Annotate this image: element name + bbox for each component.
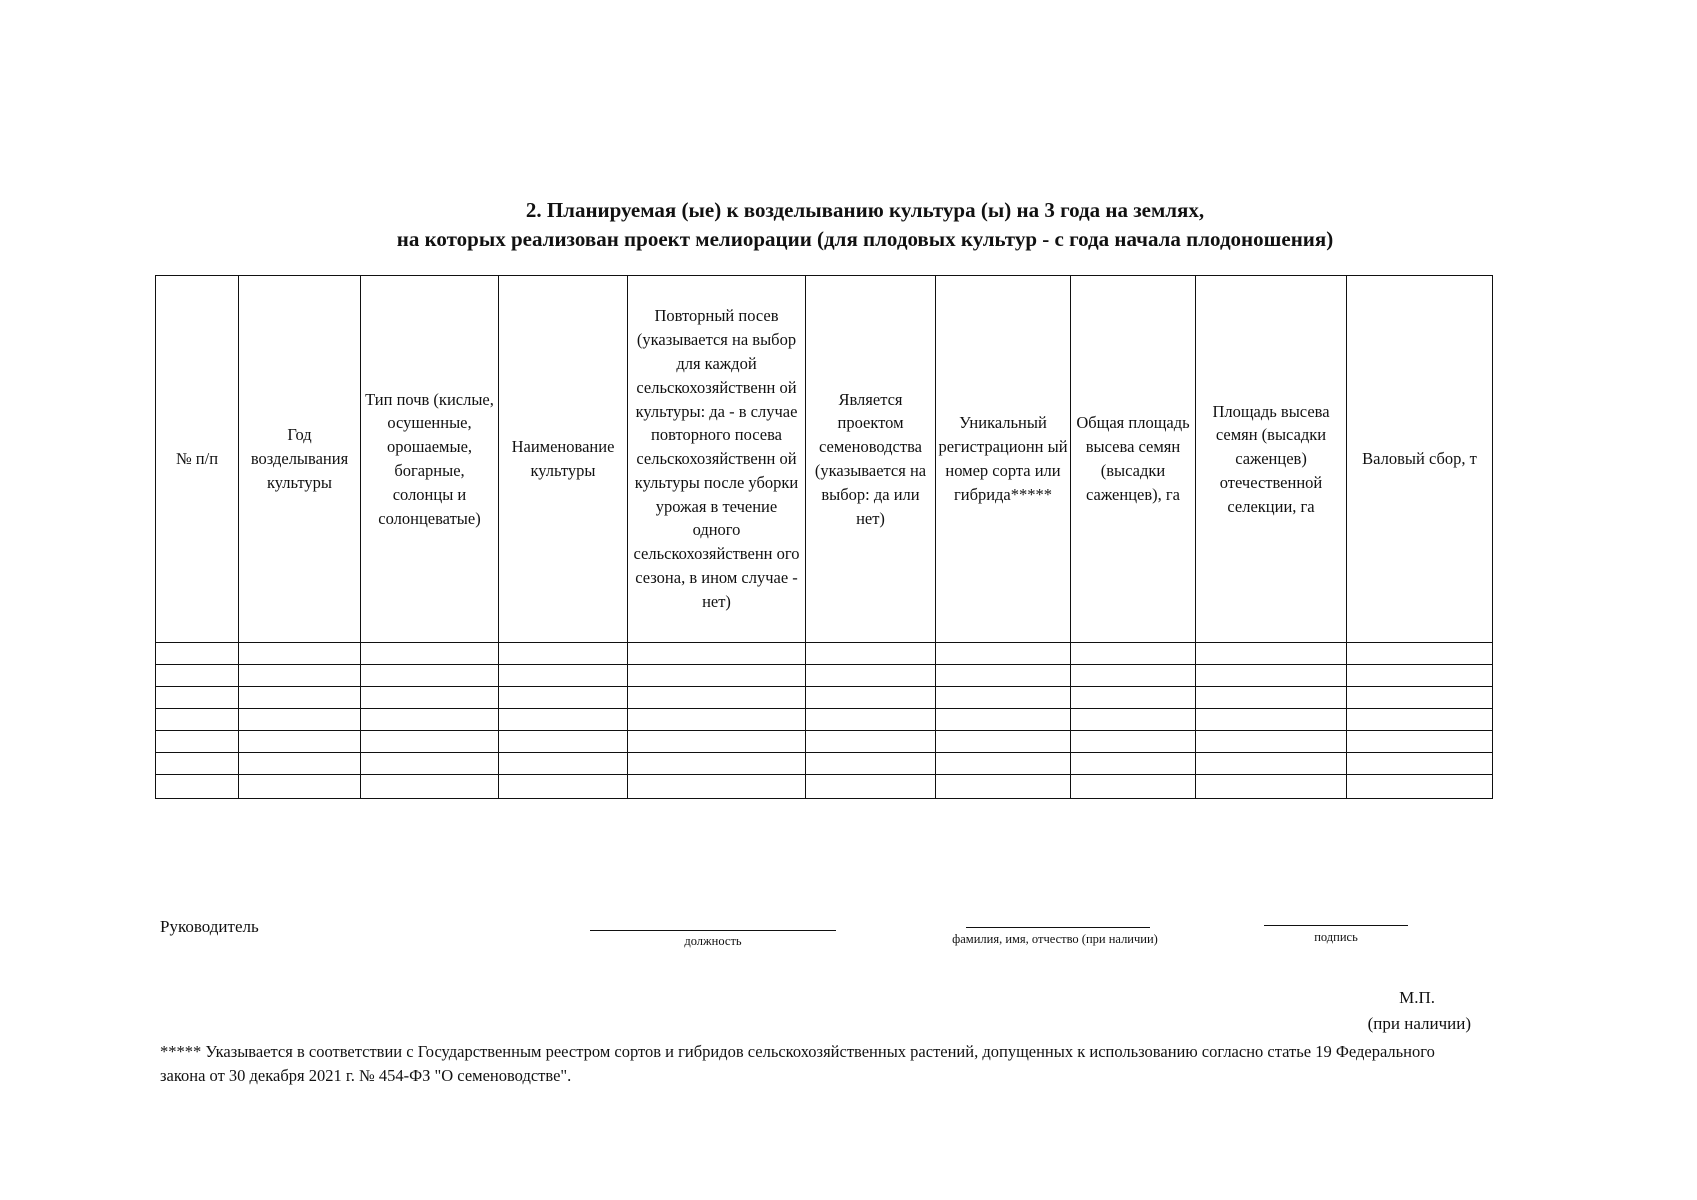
table-cell[interactable]: [361, 775, 499, 799]
table-body: [156, 643, 1493, 799]
table-cell[interactable]: [1196, 687, 1347, 709]
table-cell[interactable]: [936, 709, 1071, 731]
table-cell[interactable]: [806, 731, 936, 753]
table-cell[interactable]: [361, 753, 499, 775]
table-cell[interactable]: [806, 687, 936, 709]
table-cell[interactable]: [1071, 687, 1196, 709]
table-cell[interactable]: [361, 665, 499, 687]
col-header-year: Год возделывания культуры: [239, 276, 361, 643]
table-cell[interactable]: [361, 687, 499, 709]
col-header-repeat-sowing: Повторный посев (указывается на выбор для каждой сельскохозяйственн ой культуры: да - в случае повторного посева сельскохозяйственн ой культуры после уборки урожая в течение одного сельскохозяйственн ого сезона, в ином случае - нет): [628, 276, 806, 643]
table-cell[interactable]: [239, 687, 361, 709]
name-line[interactable]: [966, 927, 1150, 928]
table-cell[interactable]: [1196, 731, 1347, 753]
table-cell[interactable]: [806, 775, 936, 799]
table-cell[interactable]: [1196, 709, 1347, 731]
table-header-row: [156, 276, 1493, 643]
table-cell[interactable]: [936, 775, 1071, 799]
table-cell[interactable]: [1071, 643, 1196, 665]
signature-line[interactable]: [1264, 925, 1408, 926]
table-cell[interactable]: [806, 753, 936, 775]
table-cell[interactable]: [156, 731, 239, 753]
title-line-1: 2. Планируемая (ые) к возделыванию культура (ы) на 3 года на землях,: [525, 198, 1205, 222]
col-header-domestic-area: Площадь высева семян (высадки саженцев) отечественной селекции, га: [1196, 276, 1347, 643]
table-cell[interactable]: [806, 709, 936, 731]
col-header-soil-type: Тип почв (кислые, осушенные, орошаемые, богарные, солонцы и солонцеватые): [361, 276, 499, 643]
table-row: [156, 753, 1493, 775]
table-cell[interactable]: [156, 775, 239, 799]
table-cell[interactable]: [499, 731, 628, 753]
stamp-note: (при наличии): [1367, 1014, 1471, 1033]
name-caption: фамилия, имя, отчество (при наличии): [952, 932, 1158, 946]
col-header-number: № п/п: [156, 276, 239, 643]
document-title: [0, 196, 1697, 254]
table-row: [156, 687, 1493, 709]
table-cell[interactable]: [1196, 753, 1347, 775]
table-cell[interactable]: [628, 643, 806, 665]
table-cell[interactable]: [1347, 775, 1493, 799]
stamp-mp: М.П.: [1399, 988, 1435, 1007]
table-cell[interactable]: [1071, 665, 1196, 687]
table-cell[interactable]: [806, 643, 936, 665]
table-row: [156, 731, 1493, 753]
table-cell[interactable]: [239, 775, 361, 799]
col-header-gross-yield: Валовый сбор, т: [1347, 276, 1493, 643]
crop-plan-table: [155, 275, 1493, 799]
table-cell[interactable]: [499, 775, 628, 799]
table-cell[interactable]: [1196, 775, 1347, 799]
table-cell[interactable]: [239, 709, 361, 731]
col-header-total-area: Общая площадь высева семян (высадки саженцев), га: [1071, 276, 1196, 643]
table-cell[interactable]: [361, 709, 499, 731]
table-cell[interactable]: [936, 753, 1071, 775]
table-cell[interactable]: [499, 665, 628, 687]
table-cell[interactable]: [1347, 643, 1493, 665]
leader-label: Руководитель: [160, 917, 259, 936]
table-cell[interactable]: [628, 753, 806, 775]
table-cell[interactable]: [1347, 709, 1493, 731]
position-caption: должность: [684, 934, 742, 948]
table-cell[interactable]: [1071, 775, 1196, 799]
stamp-block: [1368, 985, 1471, 1037]
table-cell[interactable]: [628, 687, 806, 709]
table-cell[interactable]: [156, 665, 239, 687]
table-cell[interactable]: [1071, 709, 1196, 731]
table-cell[interactable]: [936, 731, 1071, 753]
table-cell[interactable]: [1347, 731, 1493, 753]
table-cell[interactable]: [1071, 731, 1196, 753]
footnote: ***** Указывается в соответствии с Государственным реестром сортов и гибридов сельскохозяйственных растений, допущенных к использованию согласно статье 19 Федерального закона от 30 декабря 2021 г. № 454-ФЗ "О семеноводстве".: [160, 1042, 1435, 1085]
table-cell[interactable]: [936, 665, 1071, 687]
table-cell[interactable]: [156, 643, 239, 665]
table-row: [156, 775, 1493, 799]
table-cell[interactable]: [239, 665, 361, 687]
table-cell[interactable]: [1196, 643, 1347, 665]
table-cell[interactable]: [239, 753, 361, 775]
position-line[interactable]: [590, 930, 836, 931]
table-cell[interactable]: [1196, 665, 1347, 687]
col-header-crop-name: Наименование культуры: [499, 276, 628, 643]
table-cell[interactable]: [499, 753, 628, 775]
table-cell[interactable]: [1071, 753, 1196, 775]
table-cell[interactable]: [628, 775, 806, 799]
table-cell[interactable]: [239, 643, 361, 665]
table-cell[interactable]: [1347, 665, 1493, 687]
col-header-seed-project: Является проектом семеноводства (указывается на выбор: да или нет): [806, 276, 936, 643]
table-cell[interactable]: [499, 709, 628, 731]
table-cell[interactable]: [806, 665, 936, 687]
table-cell[interactable]: [361, 643, 499, 665]
table-cell[interactable]: [361, 731, 499, 753]
table-cell[interactable]: [499, 643, 628, 665]
table-cell[interactable]: [628, 665, 806, 687]
table-row: [156, 643, 1493, 665]
signature-caption: подпись: [1314, 930, 1358, 944]
table-cell[interactable]: [628, 731, 806, 753]
table-cell[interactable]: [1347, 753, 1493, 775]
table-cell[interactable]: [628, 709, 806, 731]
table-cell[interactable]: [239, 731, 361, 753]
table-row: [156, 709, 1493, 731]
table-cell[interactable]: [936, 643, 1071, 665]
title-line-2: на которых реализован проект мелиорации (для плодовых культур - с года начала плодоношения): [396, 227, 1334, 251]
col-header-registration-number: Уникальный регистрационн ый номер сорта или гибрида*****: [936, 276, 1071, 643]
table-cell[interactable]: [499, 687, 628, 709]
table-cell[interactable]: [1347, 687, 1493, 709]
table-row: [156, 665, 1493, 687]
table-cell[interactable]: [156, 687, 239, 709]
table-cell[interactable]: [936, 687, 1071, 709]
table-cell[interactable]: [156, 709, 239, 731]
table-cell[interactable]: [156, 753, 239, 775]
